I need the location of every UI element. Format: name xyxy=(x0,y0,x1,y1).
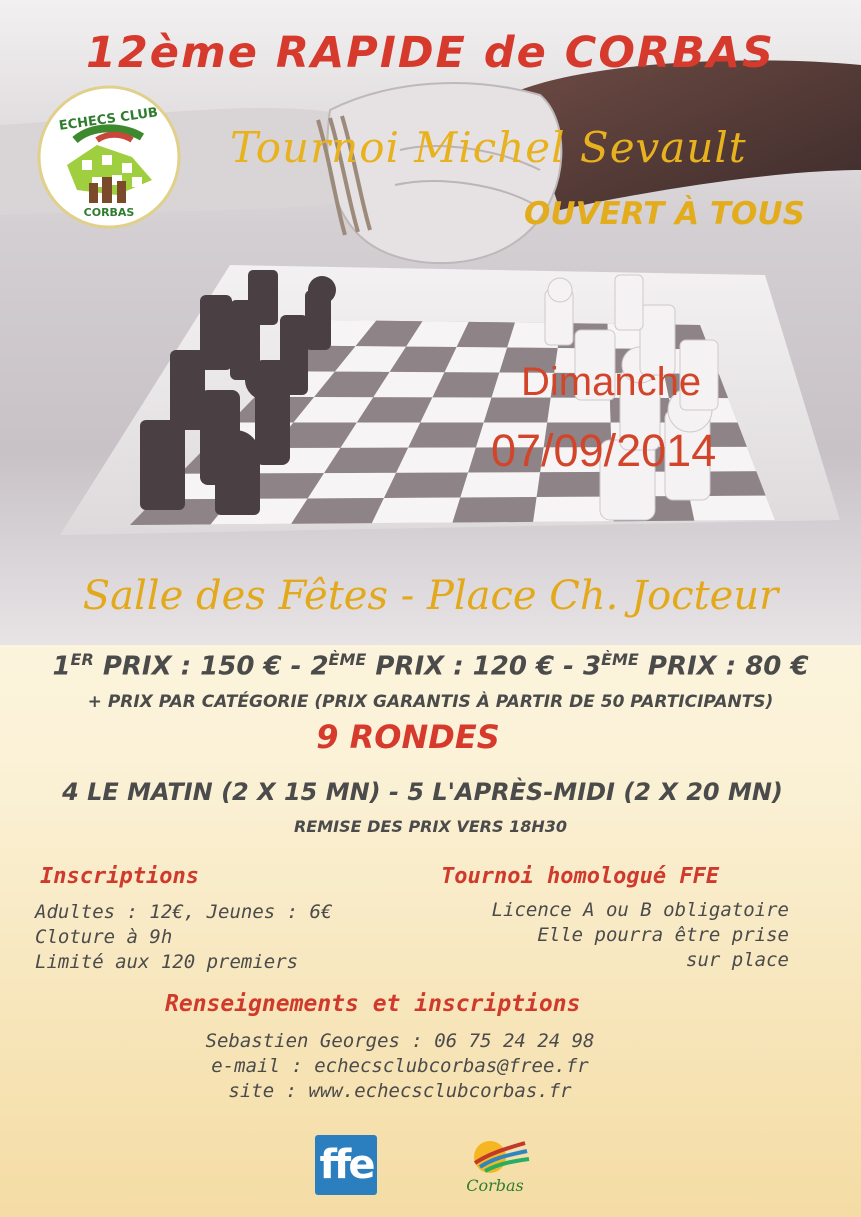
club-logo-top-text: ECHECS CLUB xyxy=(58,105,159,134)
inscriptions-heading: Inscriptions xyxy=(40,864,199,889)
homologation-line: Elle pourra être prise xyxy=(537,924,789,946)
prize-1-sup: ER xyxy=(70,650,94,669)
contact-website[interactable]: site : www.echecsclubcorbas.fr xyxy=(228,1080,572,1102)
contact-email[interactable]: e-mail : echecsclubcorbas@free.fr xyxy=(211,1055,589,1077)
rounds-schedule: 4 LE MATIN (2 X 15 MN) - 5 L'APRÈS-MIDI (2 X 20 MN) xyxy=(62,778,783,806)
board-square xyxy=(396,448,476,473)
board-square xyxy=(408,423,484,448)
inscriptions-line: Cloture à 9h xyxy=(35,926,173,948)
event-subtitle: Tournoi Michel Sevault xyxy=(230,123,747,172)
prize-3-sup: ÈME xyxy=(601,650,639,669)
board-square xyxy=(384,473,468,498)
ffe-logo: ffe xyxy=(315,1135,377,1195)
homologation-line: Licence A ou B obligatoire xyxy=(491,899,789,921)
board-square xyxy=(372,498,460,524)
event-date: 07/09/2014 xyxy=(491,425,717,476)
homologation-heading: Tournoi homologué FFE xyxy=(441,864,720,889)
prize-2-text: PRIX : 120 € - 3 xyxy=(366,651,602,682)
event-venue: Salle des Fêtes - Place Ch. Jocteur xyxy=(82,573,779,619)
club-logo-bottom-text: CORBAS xyxy=(83,206,135,219)
inscriptions-line: Adultes : 12€, Jeunes : 6€ xyxy=(35,901,333,923)
inscriptions-line: Limité aux 120 premiers xyxy=(35,951,299,973)
prize-1-text: PRIX : 150 € - 2 xyxy=(93,651,329,682)
prize-1-number: 1 xyxy=(52,651,71,682)
open-to-all-label: OUVERT À TOUS xyxy=(524,196,805,232)
contact-heading: Renseignements et inscriptions xyxy=(165,991,581,1017)
board-square xyxy=(420,397,491,422)
prizes-line xyxy=(0,650,861,682)
event-day: Dimanche xyxy=(521,360,702,404)
prize-2-sup: ÈME xyxy=(328,650,367,669)
category-prizes: + PRIX PAR CATÉGORIE (PRIX GARANTIS À PARTIR DE 50 PARTICIPANTS) xyxy=(87,692,774,712)
prize-ceremony: REMISE DES PRIX VERS 18H30 xyxy=(293,817,567,836)
clasped-hands xyxy=(327,83,561,263)
corbas-logo-text: Corbas xyxy=(466,1176,524,1195)
board-square xyxy=(453,497,537,522)
contact-phone: Sebastien Georges : 06 75 24 24 98 xyxy=(205,1030,595,1052)
homologation-line: sur place xyxy=(686,949,789,971)
corbas-city-logo xyxy=(445,1135,545,1195)
event-title: 12ème RAPIDE de CORBAS xyxy=(85,28,776,78)
prize-3-text: PRIX : 80 € xyxy=(638,651,809,682)
club-logo xyxy=(37,85,182,230)
rounds-title: 9 RONDES xyxy=(316,718,500,756)
